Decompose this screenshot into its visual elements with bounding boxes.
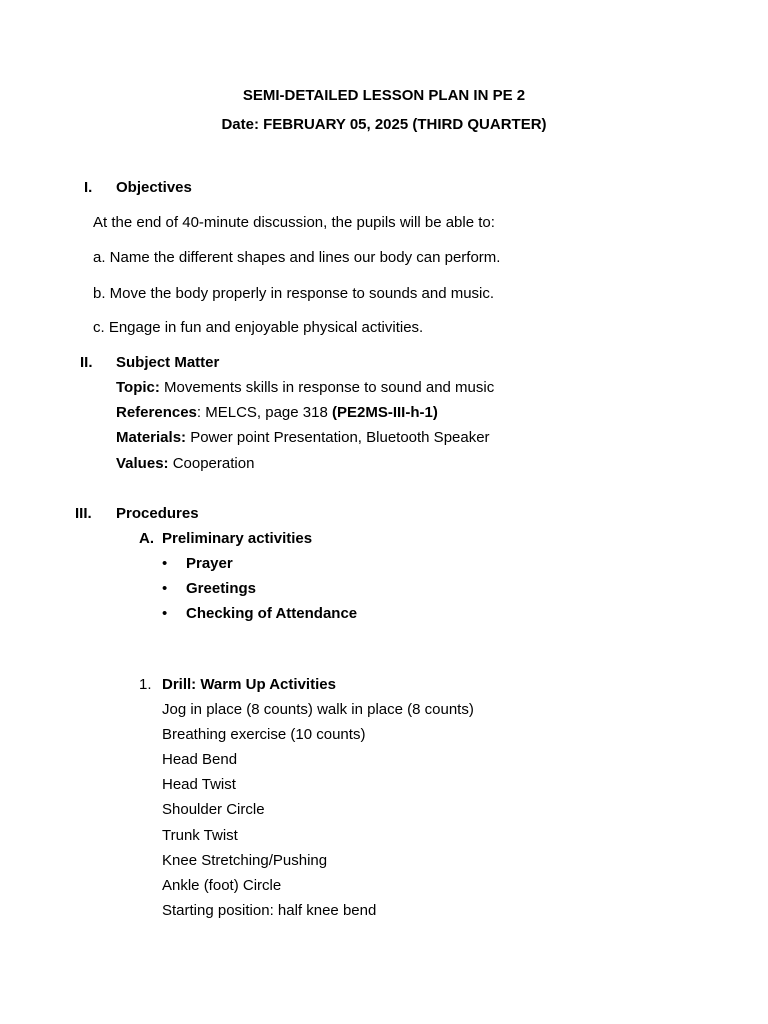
- preliminary-item: Greetings: [186, 580, 257, 597]
- values-value: Cooperation: [168, 455, 255, 472]
- section-numeral: II.: [80, 354, 93, 371]
- drill-item: Shoulder Circle: [162, 801, 265, 818]
- objective-item: c. Engage in fun and enjoyable physical activities.: [93, 319, 424, 336]
- drill-item: Starting position: half knee bend: [162, 902, 377, 919]
- bullet-icon: •: [162, 605, 168, 622]
- drill-number: 1.: [139, 676, 152, 693]
- section-heading-subject-matter: Subject Matter: [116, 354, 220, 371]
- values-line: [116, 455, 254, 473]
- bullet-icon: •: [162, 555, 168, 572]
- references-code: (PE2MS-III-h-1): [331, 404, 438, 421]
- section-heading-objectives: Objectives: [116, 179, 192, 196]
- preliminary-letter: A.: [139, 530, 154, 547]
- topic-value: Movements skills in response to sound and music: [159, 379, 495, 396]
- objective-item: b. Move the body properly in response to sounds and music.: [93, 285, 495, 302]
- materials-value: Power point Presentation, Bluetooth Speaker: [186, 429, 490, 446]
- references-label: References: [116, 404, 197, 421]
- references-value: : MELCS, page 318: [196, 404, 332, 421]
- drill-item: Head Bend: [162, 751, 238, 768]
- objective-item: a. Name the different shapes and lines our body can perform.: [93, 249, 501, 266]
- topic-label: Topic:: [116, 379, 160, 396]
- drill-item: Jog in place (8 counts) walk in place (8 counts): [162, 701, 474, 718]
- drill-item: Knee Stretching/Pushing: [162, 852, 328, 869]
- topic-line: [116, 379, 494, 397]
- materials-line: [116, 429, 490, 447]
- document-date: Date: FEBRUARY 05, 2025 (THIRD QUARTER): [221, 116, 547, 133]
- preliminary-heading: Preliminary activities: [162, 530, 313, 547]
- preliminary-item: Prayer: [186, 555, 233, 572]
- drill-heading: Drill: Warm Up Activities: [162, 676, 336, 693]
- values-label: Values:: [116, 455, 169, 472]
- section-numeral: I.: [84, 179, 93, 196]
- drill-item: Head Twist: [162, 776, 236, 793]
- drill-item: Trunk Twist: [162, 827, 238, 844]
- bullet-icon: •: [162, 580, 168, 597]
- references-line: [116, 404, 438, 422]
- materials-label: Materials:: [116, 429, 187, 446]
- preliminary-item: Checking of Attendance: [186, 605, 358, 622]
- drill-item: Ankle (foot) Circle: [162, 877, 282, 894]
- section-heading-procedures: Procedures: [116, 505, 199, 522]
- section-numeral: III.: [75, 505, 92, 522]
- document-title: SEMI-DETAILED LESSON PLAN IN PE 2: [242, 87, 526, 104]
- drill-item: Breathing exercise (10 counts): [162, 726, 366, 743]
- objectives-intro: At the end of 40-minute discussion, the pupils will be able to:: [93, 214, 495, 231]
